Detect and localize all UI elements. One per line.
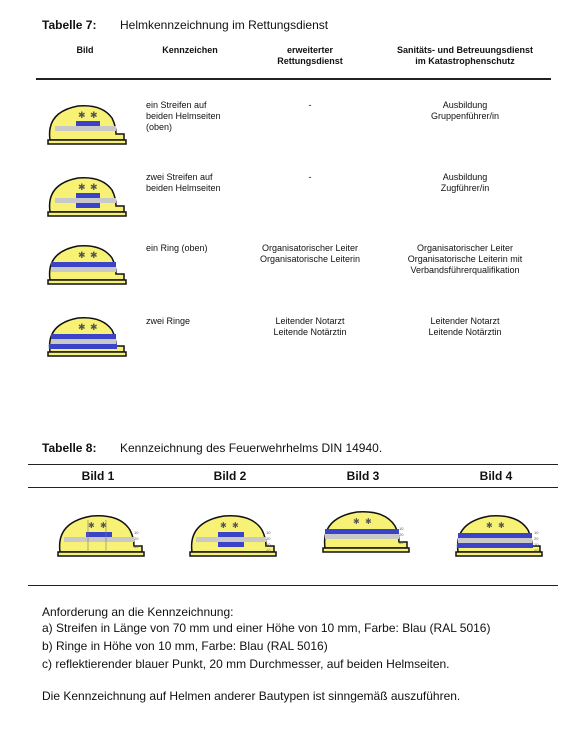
cell-line: Leitende Notärztin — [428, 327, 502, 337]
table8-title: Kennzeichnung des Feuerwehrhelms DIN 14940. — [120, 441, 383, 455]
svg-text:✱: ✱ — [365, 517, 372, 526]
cell-line: - — [308, 172, 312, 182]
cell-line: Leitender Notarzt — [275, 316, 345, 326]
svg-text:✱: ✱ — [100, 521, 107, 530]
table8-header-bild3: Bild 3 — [346, 469, 380, 483]
svg-text:✱: ✱ — [220, 521, 227, 530]
svg-text:✱: ✱ — [78, 250, 86, 260]
table8-bottom-rule — [28, 585, 558, 586]
svg-text:20: 20 — [266, 536, 271, 541]
svg-text:✱: ✱ — [90, 110, 98, 120]
table7-label: Tabelle 7: — [42, 18, 97, 32]
table7-title: Helmkennzeichnung im Rettungsdienst — [120, 18, 329, 32]
table8-title-row — [42, 441, 96, 455]
table8-header-bild2: Bild 2 — [213, 469, 247, 483]
helmet-one-stripe-top — [40, 100, 130, 148]
cell-line: Gruppenführer/in — [430, 111, 500, 121]
din-helmet-bild2 — [182, 510, 282, 562]
din-helmet-bild4 — [448, 510, 548, 562]
cell-line: beiden Helmseiten — [146, 111, 221, 121]
row3-erweitert — [250, 243, 370, 265]
svg-text:✱: ✱ — [78, 110, 86, 120]
cell-line: Organisatorische Leiterin mit — [407, 254, 523, 264]
table8-top-rule — [28, 464, 558, 465]
table8-header-rule — [28, 487, 558, 488]
cell-line: - — [308, 100, 312, 110]
table7-header-rule — [36, 78, 551, 80]
header-line: erweiterter — [286, 45, 334, 55]
cell-line: beiden Helmseiten — [146, 183, 221, 193]
cell-line: Verbandsführerqualifikation — [410, 265, 520, 275]
cell-line: Leitende Notärztin — [273, 327, 347, 337]
helmet-two-rings — [40, 312, 130, 360]
requirement-c: c) reflektierender blauer Punkt, 20 mm Durchmesser, auf beiden Helmseiten. — [42, 657, 450, 671]
cell-line: zwei Ringe — [146, 316, 191, 326]
row3-kennzeichen — [146, 243, 208, 254]
header-line: Sanitäts- und Betreuungsdienst — [396, 45, 533, 55]
helmet-one-ring-top — [40, 240, 130, 288]
svg-text:10: 10 — [134, 530, 139, 535]
cell-line: Organisatorischer Leiter — [416, 243, 514, 253]
svg-text:10: 10 — [534, 542, 539, 547]
row1-kennzeichen — [146, 100, 221, 133]
table8-label: Tabelle 8: — [42, 441, 97, 455]
cell-line: Organisatorische Leiterin — [259, 254, 361, 264]
row2-erweitert — [250, 172, 370, 183]
row4-sanitaet — [380, 316, 550, 338]
cell-line: Ausbildung — [442, 172, 488, 182]
svg-text:✱: ✱ — [90, 250, 98, 260]
header-line: im Katastrophenschutz — [415, 56, 515, 66]
cell-line: ein Ring (oben) — [146, 243, 208, 253]
row4-erweitert — [250, 316, 370, 338]
table7-header-sanitaet — [380, 45, 550, 67]
table7-title-row — [42, 18, 96, 32]
table8-header-bild1: Bild 1 — [81, 469, 115, 483]
svg-text:20: 20 — [134, 536, 139, 541]
table8-header-bild4: Bild 4 — [479, 469, 513, 483]
din-helmet-bild1 — [50, 510, 150, 562]
svg-text:✱: ✱ — [498, 521, 505, 530]
svg-text:10: 10 — [266, 530, 271, 535]
svg-text:✱: ✱ — [78, 182, 86, 192]
cell-line: Zugführer/in — [440, 183, 490, 193]
requirements-closing: Die Kennzeichnung auf Helmen anderer Bautypen ist sinngemäß auszuführen. — [42, 689, 461, 703]
cell-line: ein Streifen auf — [146, 100, 207, 110]
svg-text:20: 20 — [399, 532, 404, 537]
svg-text:✱: ✱ — [353, 517, 360, 526]
svg-text:10: 10 — [266, 542, 271, 547]
svg-text:10: 10 — [534, 530, 539, 535]
row1-sanitaet — [380, 100, 550, 122]
cell-line: Organisatorischer Leiter — [261, 243, 359, 253]
svg-text:✱: ✱ — [90, 322, 98, 332]
svg-text:40: 40 — [534, 548, 539, 553]
cell-line: Ausbildung — [442, 100, 488, 110]
cell-line: (oben) — [146, 122, 173, 132]
table7-header-kennzeichen: Kennzeichen — [162, 45, 218, 55]
row3-sanitaet — [380, 243, 550, 276]
table7-header-erweitert — [250, 45, 370, 67]
row4-kennzeichen — [146, 316, 190, 327]
requirement-b: b) Ringe in Höhe von 10 mm, Farbe: Blau (RAL 5016) — [42, 639, 328, 653]
svg-text:✱: ✱ — [486, 521, 493, 530]
svg-text:60: 60 — [134, 544, 139, 549]
cell-line: zwei Streifen auf — [146, 172, 213, 182]
svg-text:40: 40 — [266, 548, 271, 553]
svg-text:20: 20 — [534, 536, 539, 541]
helmet-two-stripes — [40, 172, 130, 220]
requirement-a: a) Streifen in Länge von 70 mm und einer Höhe von 10 mm, Farbe: Blau (RAL 5016) — [42, 621, 491, 635]
din-helmet-bild3 — [315, 506, 415, 558]
svg-text:✱: ✱ — [90, 182, 98, 192]
svg-text:✱: ✱ — [88, 521, 95, 530]
cell-line: Leitender Notarzt — [430, 316, 500, 326]
row1-erweitert — [250, 100, 370, 111]
table7-header-bild: Bild — [76, 45, 94, 55]
header-line: Rettungsdienst — [277, 56, 343, 66]
svg-text:60: 60 — [399, 540, 404, 545]
requirements-intro: Anforderung an die Kennzeichnung: — [42, 605, 234, 619]
row2-kennzeichen — [146, 172, 221, 194]
svg-text:10: 10 — [399, 526, 404, 531]
svg-text:✱: ✱ — [78, 322, 86, 332]
svg-text:✱: ✱ — [232, 521, 239, 530]
row2-sanitaet — [380, 172, 550, 194]
